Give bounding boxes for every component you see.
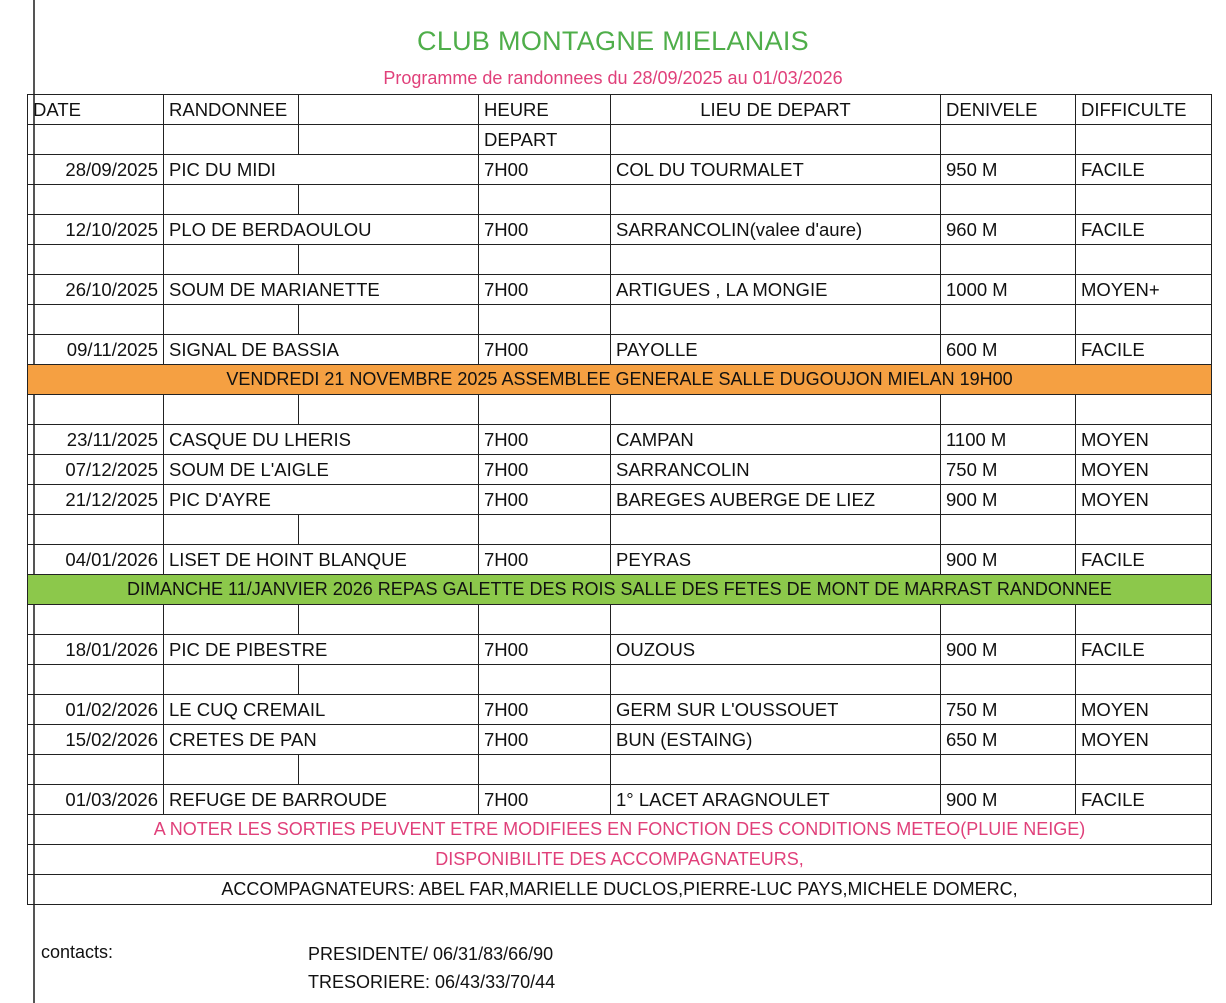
hike-date: 18/01/2026 <box>28 635 164 665</box>
spacer-row <box>28 305 1212 335</box>
hike-difficulty: MOYEN <box>1076 485 1212 515</box>
hike-name: REFUGE DE BARROUDE <box>164 785 479 815</box>
note-guides: ACCOMPAGNATEURS: ABEL FAR,MARIELLE DUCLOS,PIERRE-LUC PAYS,MICHELE DOMERC, <box>28 875 1212 905</box>
hike-place: PAYOLLE <box>611 335 941 365</box>
hike-difficulty: MOYEN <box>1076 425 1212 455</box>
hike-place: OUZOUS <box>611 635 941 665</box>
hike-place: BAREGES AUBERGE DE LIEZ <box>611 485 941 515</box>
hike-date: 04/01/2026 <box>28 545 164 575</box>
spacer-row <box>28 245 1212 275</box>
hike-elevation: 900 M <box>941 785 1076 815</box>
hike-difficulty: MOYEN <box>1076 455 1212 485</box>
hike-elevation: 750 M <box>941 695 1076 725</box>
hike-date: 23/11/2025 <box>28 425 164 455</box>
hike-elevation: 960 M <box>941 215 1076 245</box>
hike-difficulty: MOYEN <box>1076 725 1212 755</box>
hike-difficulty: FACILE <box>1076 335 1212 365</box>
header-randonnee: RANDONNEE <box>164 95 299 125</box>
hike-difficulty: FACILE <box>1076 155 1212 185</box>
hike-name: SOUM DE MARIANETTE <box>164 275 479 305</box>
spacer-row <box>28 605 1212 635</box>
hike-place: CAMPAN <box>611 425 941 455</box>
hike-time: 7H00 <box>479 695 611 725</box>
hike-difficulty: MOYEN <box>1076 695 1212 725</box>
hike-name: CASQUE DU LHERIS <box>164 425 479 455</box>
hike-time: 7H00 <box>479 155 611 185</box>
event-banner-galette: DIMANCHE 11/JANVIER 2026 REPAS GALETTE DES ROIS SALLE DES FETES DE MONT DE MARRAST RANDONNEE <box>28 575 1212 605</box>
hike-difficulty: FACILE <box>1076 785 1212 815</box>
hike-program-table <box>27 94 1212 905</box>
event-banner-assembly: VENDREDI 21 NOVEMBRE 2025 ASSEMBLEE GENERALE SALLE DUGOUJON MIELAN 19H00 <box>28 365 1212 395</box>
hike-date: 12/10/2025 <box>28 215 164 245</box>
hike-name: PIC DU MIDI <box>164 155 479 185</box>
hike-time: 7H00 <box>479 215 611 245</box>
note-dispo: DISPONIBILITE DES ACCOMPAGNATEURS, <box>28 845 1212 875</box>
hike-elevation: 900 M <box>941 485 1076 515</box>
hike-place: GERM SUR L'OUSSOUET <box>611 695 941 725</box>
hike-row <box>28 725 1212 755</box>
hike-place: COL DU TOURMALET <box>611 155 941 185</box>
table-header-row <box>28 95 1212 125</box>
event-banner-row <box>28 365 1212 395</box>
contacts-label: contacts: <box>41 942 114 962</box>
header-date: DATE <box>28 95 164 125</box>
hike-date: 26/10/2025 <box>28 275 164 305</box>
table-header-row-2 <box>28 125 1212 155</box>
header-depart: DEPART <box>479 125 611 155</box>
hike-date: 01/03/2026 <box>28 785 164 815</box>
hike-name: LISET DE HOINT BLANQUE <box>164 545 479 575</box>
hike-row <box>28 485 1212 515</box>
hike-time: 7H00 <box>479 485 611 515</box>
spacer-row <box>28 515 1212 545</box>
hike-row <box>28 545 1212 575</box>
hike-name: PLO DE BERDAOULOU <box>164 215 479 245</box>
spacer-row <box>28 755 1212 785</box>
note-row <box>28 815 1212 845</box>
header-heure: HEURE <box>479 95 611 125</box>
hike-row <box>28 695 1212 725</box>
hike-time: 7H00 <box>479 545 611 575</box>
hike-elevation: 900 M <box>941 545 1076 575</box>
hike-elevation: 1000 M <box>941 275 1076 305</box>
hike-time: 7H00 <box>479 785 611 815</box>
hike-name: SOUM DE L'AIGLE <box>164 455 479 485</box>
contact-tresoriere: TRESORIERE: 06/43/33/70/44 <box>308 972 556 992</box>
hike-row <box>28 785 1212 815</box>
hike-time: 7H00 <box>479 635 611 665</box>
spacer-row <box>28 665 1212 695</box>
hike-place: 1° LACET ARAGNOULET <box>611 785 941 815</box>
hike-time: 7H00 <box>479 275 611 305</box>
spacer-row <box>28 395 1212 425</box>
hike-elevation: 750 M <box>941 455 1076 485</box>
hike-date: 15/02/2026 <box>28 725 164 755</box>
hike-row <box>28 215 1212 245</box>
hike-difficulty: MOYEN+ <box>1076 275 1212 305</box>
hike-difficulty: FACILE <box>1076 545 1212 575</box>
header-lieu: LIEU DE DEPART <box>611 95 941 125</box>
hike-row <box>28 155 1212 185</box>
hike-elevation: 950 M <box>941 155 1076 185</box>
hike-name: LE CUQ CREMAIL <box>164 695 479 725</box>
hike-elevation: 1100 M <box>941 425 1076 455</box>
contacts-list <box>308 940 555 996</box>
hike-date: 07/12/2025 <box>28 455 164 485</box>
hike-place: SARRANCOLIN <box>611 455 941 485</box>
club-title: CLUB MONTAGNE MIELANAIS <box>417 26 809 56</box>
hike-place: SARRANCOLIN(valee d'aure) <box>611 215 941 245</box>
hike-date: 21/12/2025 <box>28 485 164 515</box>
hike-date: 01/02/2026 <box>28 695 164 725</box>
hike-place: PEYRAS <box>611 545 941 575</box>
hike-row <box>28 455 1212 485</box>
hike-row <box>28 335 1212 365</box>
hike-time: 7H00 <box>479 725 611 755</box>
hike-elevation: 650 M <box>941 725 1076 755</box>
hike-time: 7H00 <box>479 455 611 485</box>
note-row <box>28 845 1212 875</box>
hike-elevation: 600 M <box>941 335 1076 365</box>
contact-presidente: PRESIDENTE/ 06/31/83/66/90 <box>308 944 554 964</box>
hike-name: PIC D'AYRE <box>164 485 479 515</box>
header-denivele: DENIVELE <box>941 95 1076 125</box>
hike-difficulty: FACILE <box>1076 215 1212 245</box>
hike-row <box>28 635 1212 665</box>
event-banner-row <box>28 575 1212 605</box>
hike-row <box>28 275 1212 305</box>
hike-name: CRETES DE PAN <box>164 725 479 755</box>
hike-date: 09/11/2025 <box>28 335 164 365</box>
note-row <box>28 875 1212 905</box>
note-meteo: A NOTER LES SORTIES PEUVENT ETRE MODIFIEES EN FONCTION DES CONDITIONS METEO(PLUIE NEIGE) <box>28 815 1212 845</box>
hike-time: 7H00 <box>479 335 611 365</box>
hike-date: 28/09/2025 <box>28 155 164 185</box>
hike-difficulty: FACILE <box>1076 635 1212 665</box>
header-difficulte: DIFFICULTE <box>1076 95 1212 125</box>
hike-elevation: 900 M <box>941 635 1076 665</box>
hike-time: 7H00 <box>479 425 611 455</box>
hike-place: ARTIGUES , LA MONGIE <box>611 275 941 305</box>
hike-place: BUN (ESTAING) <box>611 725 941 755</box>
hike-row <box>28 425 1212 455</box>
program-subtitle: Programme de randonnees du 28/09/2025 au 01/03/2026 <box>383 68 843 88</box>
hike-name: SIGNAL DE BASSIA <box>164 335 479 365</box>
hike-name: PIC DE PIBESTRE <box>164 635 479 665</box>
spacer-row <box>28 185 1212 215</box>
